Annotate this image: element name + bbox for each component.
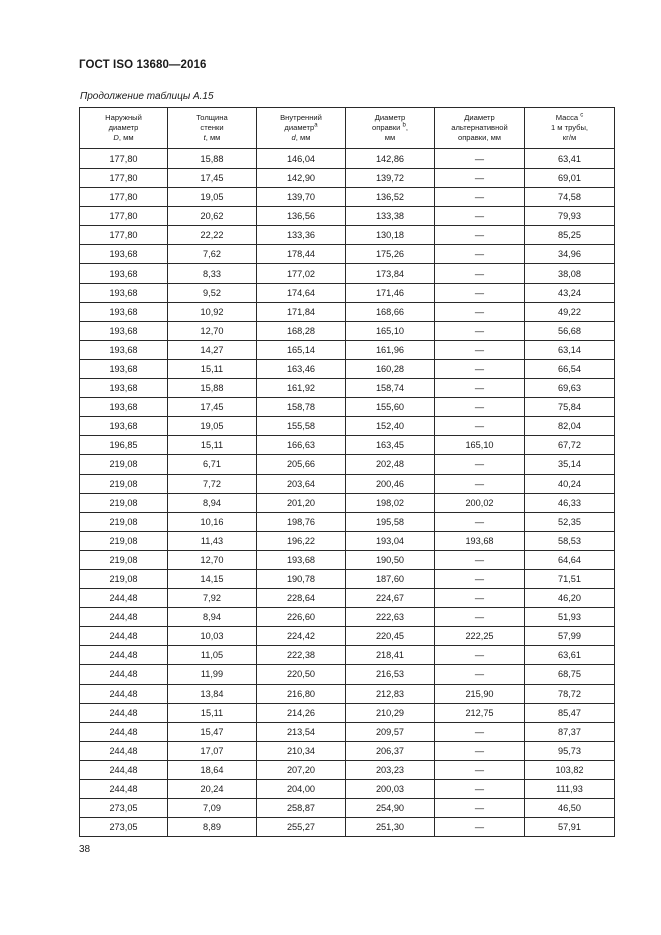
table-cell: 198,02 (346, 493, 435, 512)
table-cell: 213,54 (257, 722, 346, 741)
table-cell: 79,93 (525, 207, 615, 226)
header-inner-diameter: Внутренний диаметр$^a$ d, мм (257, 108, 346, 149)
table-cell: 57,99 (525, 627, 615, 646)
table-cell: 244,48 (80, 627, 168, 646)
table-cell: 219,08 (80, 493, 168, 512)
table-cell: 69,01 (525, 169, 615, 188)
table-cell: 216,80 (257, 684, 346, 703)
table-cell: — (435, 321, 525, 340)
table-row (80, 665, 615, 684)
table-cell: 177,80 (80, 149, 168, 169)
table-cell: 161,96 (346, 340, 435, 359)
table-cell: 8,33 (168, 264, 257, 283)
table-cell: — (435, 550, 525, 569)
page-number: 38 (79, 844, 91, 855)
table-cell: 64,64 (525, 550, 615, 569)
table-cell: 193,68 (80, 302, 168, 321)
table-row (80, 531, 615, 550)
table-row (80, 741, 615, 760)
table-cell: 193,68 (80, 264, 168, 283)
table-cell: 11,99 (168, 665, 257, 684)
table-cell: 160,28 (346, 359, 435, 378)
table-row (80, 149, 615, 169)
table-cell: 20,62 (168, 207, 257, 226)
table-cell: 244,48 (80, 703, 168, 722)
table-cell: 12,70 (168, 321, 257, 340)
table-row (80, 207, 615, 226)
table-row (80, 627, 615, 646)
table-cell: 14,27 (168, 340, 257, 359)
table-row (80, 818, 615, 837)
table-cell: 258,87 (257, 799, 346, 818)
table-cell: — (435, 379, 525, 398)
table-cell: — (435, 302, 525, 321)
table-cell: 46,50 (525, 799, 615, 818)
table-cell: — (435, 398, 525, 417)
table-cell: 203,23 (346, 760, 435, 779)
table-row (80, 493, 615, 512)
table-cell: 195,58 (346, 512, 435, 531)
table-cell: 19,05 (168, 188, 257, 207)
table-cell: 15,88 (168, 379, 257, 398)
table-cell: 224,42 (257, 627, 346, 646)
table-cell: 219,08 (80, 531, 168, 550)
table-row (80, 512, 615, 531)
table-cell: 193,68 (80, 340, 168, 359)
table-cell: 222,38 (257, 646, 346, 665)
table-cell: 152,40 (346, 417, 435, 436)
table-cell: 193,04 (346, 531, 435, 550)
table-cell: 142,90 (257, 169, 346, 188)
table-cell: 136,56 (257, 207, 346, 226)
table-cell: 17,45 (168, 169, 257, 188)
table-row (80, 569, 615, 588)
table-row (80, 436, 615, 455)
table-cell: 8,94 (168, 493, 257, 512)
table-cell: 244,48 (80, 722, 168, 741)
table-row (80, 359, 615, 378)
table-cell: 273,05 (80, 799, 168, 818)
table-row (80, 283, 615, 302)
table-cell: 244,48 (80, 684, 168, 703)
table-cell: 165,14 (257, 340, 346, 359)
table-cell: 219,08 (80, 474, 168, 493)
table-cell: 10,16 (168, 512, 257, 531)
table-cell: 168,28 (257, 321, 346, 340)
table-cell: — (435, 646, 525, 665)
table-cell: — (435, 245, 525, 264)
table-row (80, 608, 615, 627)
table-cell: — (435, 722, 525, 741)
table-row (80, 226, 615, 245)
table-row (80, 703, 615, 722)
table-cell: 38,08 (525, 264, 615, 283)
table-row (80, 455, 615, 474)
table-cell: 74,58 (525, 188, 615, 207)
table-cell: — (435, 608, 525, 627)
table-cell: 111,93 (525, 780, 615, 799)
table-cell: 136,52 (346, 188, 435, 207)
table-cell: 130,18 (346, 226, 435, 245)
table-cell: 201,20 (257, 493, 346, 512)
table-row (80, 760, 615, 779)
table-cell: 193,68 (80, 283, 168, 302)
table-cell: — (435, 283, 525, 302)
table-caption: Продолжение таблицы А.15 (80, 91, 214, 102)
table-cell: 244,48 (80, 608, 168, 627)
table-cell: 210,34 (257, 741, 346, 760)
table-cell: 254,90 (346, 799, 435, 818)
table-cell: 85,25 (525, 226, 615, 245)
table-cell: 171,84 (257, 302, 346, 321)
table-cell: 46,33 (525, 493, 615, 512)
table-cell: 155,58 (257, 417, 346, 436)
table-cell: — (435, 207, 525, 226)
table-cell: 171,46 (346, 283, 435, 302)
table-cell: — (435, 264, 525, 283)
table-cell: 177,80 (80, 207, 168, 226)
table-cell: 215,90 (435, 684, 525, 703)
table-cell: 198,76 (257, 512, 346, 531)
table-cell: 6,71 (168, 455, 257, 474)
table-cell: 203,64 (257, 474, 346, 493)
table-cell: 219,08 (80, 512, 168, 531)
table-cell: 244,48 (80, 760, 168, 779)
document-standard-title: ГОСТ ISO 13680—2016 (79, 59, 207, 71)
table-cell: 190,50 (346, 550, 435, 569)
table-cell: 13,84 (168, 684, 257, 703)
table-cell: 15,88 (168, 149, 257, 169)
table-header-row (80, 108, 615, 149)
table-cell: — (435, 512, 525, 531)
table-cell: — (435, 455, 525, 474)
table-cell: 19,05 (168, 417, 257, 436)
table-cell: 56,68 (525, 321, 615, 340)
table-cell: 139,72 (346, 169, 435, 188)
table-cell: 12,70 (168, 550, 257, 569)
table-cell: 196,22 (257, 531, 346, 550)
table-row (80, 646, 615, 665)
table-cell: 193,68 (80, 379, 168, 398)
table-cell: 244,48 (80, 665, 168, 684)
table-cell: 193,68 (80, 359, 168, 378)
table-cell: 52,35 (525, 512, 615, 531)
table-cell: 40,24 (525, 474, 615, 493)
table-cell: 57,91 (525, 818, 615, 837)
table-cell: 244,48 (80, 589, 168, 608)
table-row (80, 799, 615, 818)
table-cell: 163,45 (346, 436, 435, 455)
table-cell: — (435, 226, 525, 245)
table-cell: 63,61 (525, 646, 615, 665)
table-cell: — (435, 760, 525, 779)
table-cell: 8,89 (168, 818, 257, 837)
table-cell: 165,10 (435, 436, 525, 455)
table-cell: 168,66 (346, 302, 435, 321)
header-alternative-drift-diameter: Диаметр альтернативной оправки, мм (435, 108, 525, 149)
table-cell: 11,05 (168, 646, 257, 665)
table-cell: 69,63 (525, 379, 615, 398)
table-row (80, 589, 615, 608)
table-cell: 17,07 (168, 741, 257, 760)
table-row (80, 417, 615, 436)
table-cell: 177,80 (80, 188, 168, 207)
table-cell: — (435, 417, 525, 436)
table-cell: 7,92 (168, 589, 257, 608)
table-cell: 206,37 (346, 741, 435, 760)
table-cell: 15,11 (168, 703, 257, 722)
table-cell: 193,68 (80, 398, 168, 417)
table-cell: 22,22 (168, 226, 257, 245)
table-cell: 166,63 (257, 436, 346, 455)
table-cell: 193,68 (257, 550, 346, 569)
table-cell: — (435, 780, 525, 799)
table-cell: 193,68 (80, 245, 168, 264)
header-drift-diameter: Диаметр оправки $^b$, мм (346, 108, 435, 149)
table-cell: — (435, 169, 525, 188)
table-row (80, 169, 615, 188)
table-cell: 190,78 (257, 569, 346, 588)
table-cell: 174,64 (257, 283, 346, 302)
table-row (80, 474, 615, 493)
table-cell: 146,04 (257, 149, 346, 169)
table-cell: 193,68 (435, 531, 525, 550)
table-cell: 10,92 (168, 302, 257, 321)
table-cell: 142,86 (346, 149, 435, 169)
header-mass-per-meter: Масса $^c$ 1 м трубы, кг/м (525, 108, 615, 149)
table-cell: 204,00 (257, 780, 346, 799)
table-cell: 251,30 (346, 818, 435, 837)
table-cell: — (435, 665, 525, 684)
table-cell: 87,37 (525, 722, 615, 741)
table-cell: 218,41 (346, 646, 435, 665)
table-cell: 95,73 (525, 741, 615, 760)
table-cell: 244,48 (80, 780, 168, 799)
table-cell: 177,80 (80, 226, 168, 245)
table-cell: 187,60 (346, 569, 435, 588)
table-cell: 193,68 (80, 417, 168, 436)
table-cell: 133,36 (257, 226, 346, 245)
table-cell: 205,66 (257, 455, 346, 474)
table-cell: 219,08 (80, 569, 168, 588)
table-cell: 15,11 (168, 359, 257, 378)
table-cell: 255,27 (257, 818, 346, 837)
table-cell: 173,84 (346, 264, 435, 283)
table-cell: 222,25 (435, 627, 525, 646)
table-cell: 216,53 (346, 665, 435, 684)
table-cell: — (435, 799, 525, 818)
table-cell: 165,10 (346, 321, 435, 340)
table-row (80, 780, 615, 799)
table-cell: 63,14 (525, 340, 615, 359)
table-cell: 18,64 (168, 760, 257, 779)
table-cell: 155,60 (346, 398, 435, 417)
table-cell: 212,83 (346, 684, 435, 703)
table-row (80, 302, 615, 321)
table-cell: 226,60 (257, 608, 346, 627)
table-cell: 158,78 (257, 398, 346, 417)
table-cell: 209,57 (346, 722, 435, 741)
table-cell: 7,62 (168, 245, 257, 264)
table-cell: 8,94 (168, 608, 257, 627)
table-cell: 224,67 (346, 589, 435, 608)
table-cell: 207,20 (257, 760, 346, 779)
table-cell: 11,43 (168, 531, 257, 550)
table-cell: 202,48 (346, 455, 435, 474)
table-cell: 51,93 (525, 608, 615, 627)
table-cell: 210,29 (346, 703, 435, 722)
table-cell: 82,04 (525, 417, 615, 436)
table-cell: 67,72 (525, 436, 615, 455)
header-wall-thickness: Толщина стенки t, мм (168, 108, 257, 149)
table-cell: 7,09 (168, 799, 257, 818)
table-cell: 35,14 (525, 455, 615, 474)
table-cell: 177,02 (257, 264, 346, 283)
table-row (80, 188, 615, 207)
table-cell: 78,72 (525, 684, 615, 703)
table-row (80, 722, 615, 741)
table-cell: 200,02 (435, 493, 525, 512)
table-cell: 17,45 (168, 398, 257, 417)
table-cell: 14,15 (168, 569, 257, 588)
table-cell: 46,20 (525, 589, 615, 608)
table-row (80, 321, 615, 340)
table-cell: — (435, 569, 525, 588)
table-cell: 222,63 (346, 608, 435, 627)
table-cell: 85,47 (525, 703, 615, 722)
table-cell: 161,92 (257, 379, 346, 398)
table-cell: 158,74 (346, 379, 435, 398)
table-cell: 7,72 (168, 474, 257, 493)
table-cell: — (435, 359, 525, 378)
table-cell: 220,50 (257, 665, 346, 684)
table-cell: — (435, 474, 525, 493)
table-cell: 9,52 (168, 283, 257, 302)
table-cell: 244,48 (80, 741, 168, 760)
table-cell: — (435, 818, 525, 837)
table-cell: 196,85 (80, 436, 168, 455)
table-row (80, 684, 615, 703)
table-row (80, 245, 615, 264)
table-cell: — (435, 188, 525, 207)
header-outer-diameter: Наружный диаметр D, мм (80, 108, 168, 149)
table-cell: 34,96 (525, 245, 615, 264)
table-body (80, 149, 615, 837)
table-cell: 49,22 (525, 302, 615, 321)
table-cell: 175,26 (346, 245, 435, 264)
table-cell: 75,84 (525, 398, 615, 417)
table-cell: 200,46 (346, 474, 435, 493)
table-cell: 219,08 (80, 550, 168, 569)
table-cell: 163,46 (257, 359, 346, 378)
table-cell: 68,75 (525, 665, 615, 684)
table-cell: 214,26 (257, 703, 346, 722)
table-cell: 193,68 (80, 321, 168, 340)
table-cell: 10,03 (168, 627, 257, 646)
table-cell: 139,70 (257, 188, 346, 207)
table-cell: — (435, 149, 525, 169)
table-cell: 43,24 (525, 283, 615, 302)
table-row (80, 340, 615, 359)
table-cell: 273,05 (80, 818, 168, 837)
table-row (80, 264, 615, 283)
table-cell: — (435, 741, 525, 760)
table-cell: 244,48 (80, 646, 168, 665)
table-cell: 220,45 (346, 627, 435, 646)
table-cell: 63,41 (525, 149, 615, 169)
table-cell: — (435, 589, 525, 608)
table-cell: 20,24 (168, 780, 257, 799)
table-cell: 212,75 (435, 703, 525, 722)
table-cell: 178,44 (257, 245, 346, 264)
table-cell: 219,08 (80, 455, 168, 474)
table-cell: 177,80 (80, 169, 168, 188)
table-cell: 66,54 (525, 359, 615, 378)
table-cell: 15,47 (168, 722, 257, 741)
pipe-dimensions-table (79, 107, 615, 837)
table-cell: 58,53 (525, 531, 615, 550)
table-cell: 103,82 (525, 760, 615, 779)
table-row (80, 379, 615, 398)
table-cell: 133,38 (346, 207, 435, 226)
table-cell: 15,11 (168, 436, 257, 455)
table-cell: 71,51 (525, 569, 615, 588)
table-row (80, 550, 615, 569)
table-cell: 228,64 (257, 589, 346, 608)
table-row (80, 398, 615, 417)
table-cell: 200,03 (346, 780, 435, 799)
table-cell: — (435, 340, 525, 359)
